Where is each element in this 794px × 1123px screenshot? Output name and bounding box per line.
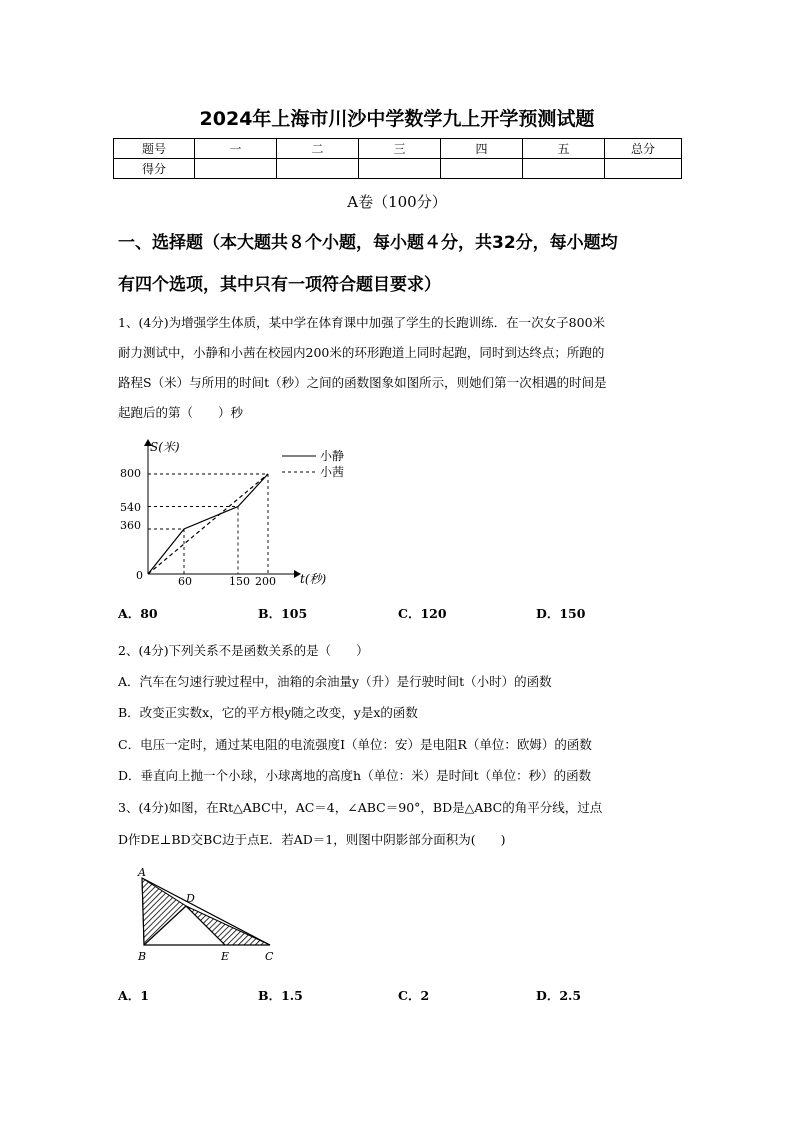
score-table-header-row bbox=[114, 139, 682, 159]
score-row-label: 得分 bbox=[114, 159, 195, 179]
q2-option-c: C．电压一定时，通过某电阻的电流强度I（单位：安）是电阻R（单位：欧姆）的函数 bbox=[118, 737, 592, 752]
q2-stem: 2、(4分)下列关系不是函数关系的是（ ） bbox=[118, 643, 369, 658]
q3-stem-line: D作DE⊥BD交BC边于点E．若AD＝1，则图中阴影部分面积为( ) bbox=[118, 832, 506, 847]
x-tick-label: 150 bbox=[229, 575, 250, 588]
score-table bbox=[113, 138, 682, 179]
score-header-cell: 总分 bbox=[605, 139, 682, 159]
section-a-heading: A卷（100分） bbox=[347, 193, 447, 211]
q3-triangle-figure bbox=[130, 866, 280, 966]
q1-stem-line: 耐力测试中，小静和小茜在校园内200米的环形跑道上同时起跑，同时到达终点；所跑的 bbox=[118, 345, 605, 360]
q2-option-a: A．汽车在匀速行驶过程中，油箱的余油量y（升）是行驶时间t（小时）的函数 bbox=[118, 674, 552, 689]
score-header-cell: 四 bbox=[441, 139, 523, 159]
q1-option-d: D．150 bbox=[536, 606, 586, 621]
q1-distance-time-graph bbox=[110, 430, 370, 595]
shaded-region-dec bbox=[186, 906, 270, 945]
y-axis-label: S(米) bbox=[150, 440, 180, 454]
y-tick-label: 800 bbox=[120, 467, 141, 480]
q3-option-d: D．2.5 bbox=[536, 988, 582, 1003]
vertex-label-b: B bbox=[138, 950, 147, 963]
q2-option-d: D．垂直向上抛一个小球，小球离地的高度h（单位：米）是时间t（单位：秒）的函数 bbox=[118, 768, 592, 783]
x-tick-label: 200 bbox=[255, 575, 276, 588]
part1-heading-line2: 有四个选项，其中只有一项符合题目要求） bbox=[118, 275, 441, 295]
vertex-label-e: E bbox=[221, 950, 230, 963]
q1-option-b: B．105 bbox=[258, 606, 308, 621]
score-cell bbox=[605, 159, 682, 179]
origin-label: 0 bbox=[136, 569, 143, 582]
q3-option-c: C．2 bbox=[398, 988, 430, 1003]
q3-option-a: A．1 bbox=[118, 988, 149, 1003]
y-tick-label: 360 bbox=[120, 519, 141, 532]
score-cell bbox=[277, 159, 359, 179]
score-cell bbox=[523, 159, 605, 179]
series-lines bbox=[148, 474, 268, 574]
score-cell bbox=[359, 159, 441, 179]
page-title: 2024年上海市川沙中学数学九上开学预测试题 bbox=[199, 108, 595, 130]
vertex-label-c: C bbox=[265, 950, 274, 963]
q1-stem-line: 1、(4分)为增强学生体质，某中学在体育课中加强了学生的长跑训练．在一次女子800米 bbox=[118, 315, 606, 330]
q3-option-b: B．1.5 bbox=[258, 988, 303, 1003]
q2-option-b: B．改变正实数x，它的平方根y随之改变，y是x的函数 bbox=[118, 705, 418, 720]
score-header-cell: 题号 bbox=[114, 139, 195, 159]
score-cell bbox=[195, 159, 277, 179]
vertex-label-d: D bbox=[186, 892, 195, 905]
vertex-label-a: A bbox=[138, 866, 146, 879]
q1-option-c: C．120 bbox=[398, 606, 447, 621]
q3-stem-line: 3、(4分)如图，在Rt△ABC中，AC＝4，∠ABC＝90°，BD是△ABC的角平分线，过点 bbox=[118, 800, 603, 815]
x-tick-label: 60 bbox=[178, 575, 192, 588]
q1-stem-line: 路程S（米）与所用的时间t（秒）之间的函数图象如图所示，则她们第一次相遇的时间是 bbox=[118, 375, 607, 390]
score-header-cell: 二 bbox=[277, 139, 359, 159]
score-header-cell: 五 bbox=[523, 139, 605, 159]
score-header-cell: 三 bbox=[359, 139, 441, 159]
y-tick-label: 540 bbox=[120, 501, 141, 514]
x-axis-label: t(秒) bbox=[300, 572, 327, 586]
score-cell bbox=[441, 159, 523, 179]
series-line-xiaoqian bbox=[148, 474, 268, 574]
legend-label: 小静 bbox=[320, 449, 345, 463]
score-table-score-row bbox=[114, 159, 682, 179]
score-header-cell: 一 bbox=[195, 139, 277, 159]
q1-stem-line: 起跑后的第（ ）秒 bbox=[118, 405, 244, 420]
q1-option-a: A．80 bbox=[118, 606, 158, 621]
legend-label: 小茜 bbox=[320, 465, 345, 479]
part1-heading-line1: 一、选择题（本大题共８个小题，每小题４分，共32分，每小题均 bbox=[118, 233, 618, 253]
